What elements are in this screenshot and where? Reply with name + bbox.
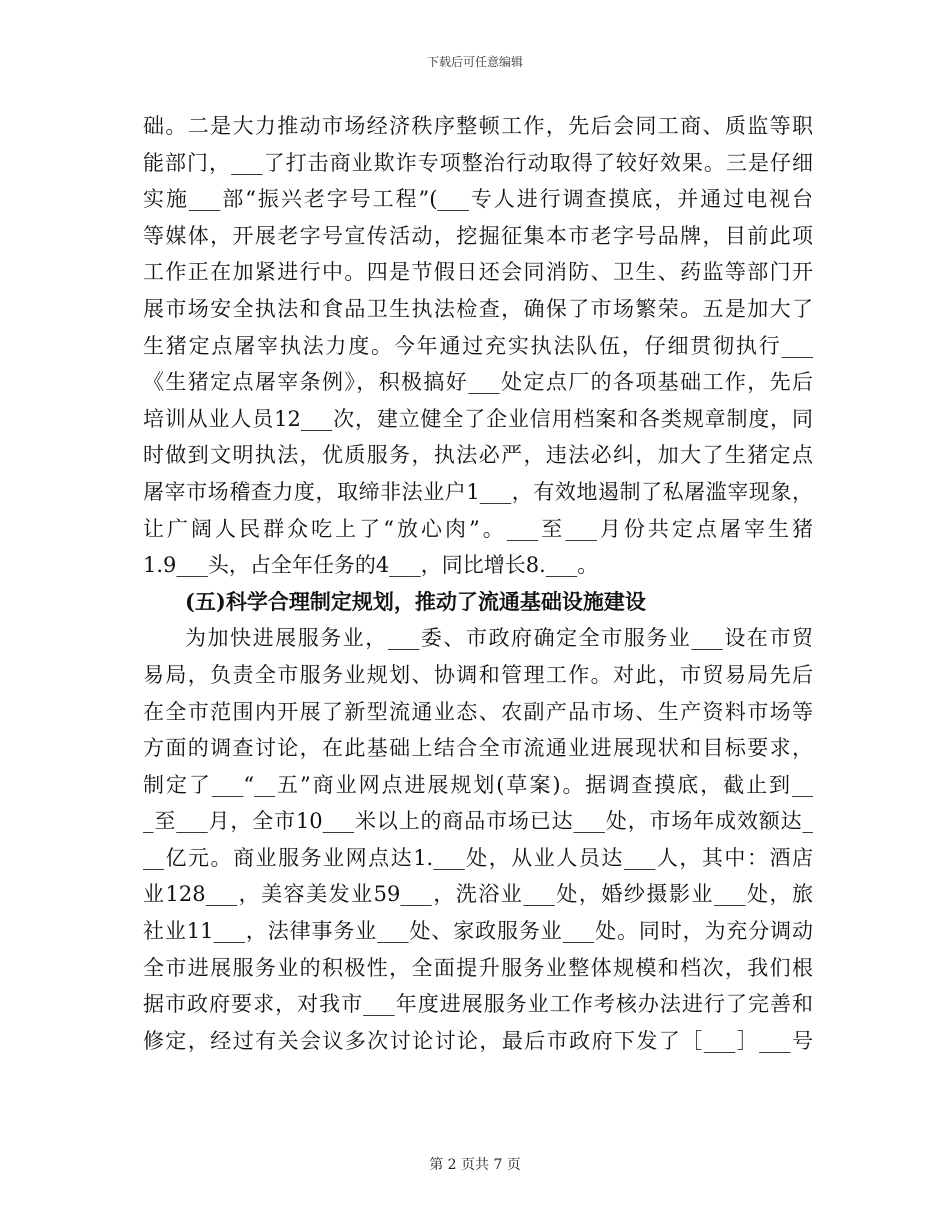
body-line: 工作正在加紧进行中。四是节假日还会同消防、卫生、药监等部门开	[143, 260, 813, 285]
body-line: 时做到文明执法，优质服务，执法必严，违法必纠，加大了生猪定点	[143, 443, 813, 468]
body-line: 生猪定点屠宰执法力度。今年通过充实执法队伍，仔细贯彻执行___	[143, 333, 813, 358]
body-line: __亿元。商业服务业网点达1.___处，从业人员达___人，其中：酒店	[143, 845, 813, 870]
body-line: 全市进展服务业的积极性，全面提升服务业整体规模和档次，我们根	[143, 955, 813, 980]
page-header: 下载后可任意编辑	[426, 55, 523, 69]
body-line: 让广阔人民群众吃上了“放心肉”。___至___月份共定点屠宰生猪	[143, 516, 813, 541]
body-line: 制定了___“__五”商业网点进展规划(草案)。据调查摸底，截止到__	[143, 772, 813, 797]
body-line-last-of-paragraph: 1.9___头，占全年任务的4___，同比增长8.___。	[143, 553, 599, 578]
body-line: 能部门，___了打击商业欺诈专项整治行动取得了较好效果。三是仔细	[143, 150, 813, 175]
body-line: 等媒体，开展老字号宣传活动，挖掘征集本市老字号品牌，目前此项	[143, 223, 813, 248]
body-line: 易局，负责全市服务业规划、协调和管理工作。对此，市贸易局先后	[143, 662, 813, 687]
body-line: 修定，经过有关会议多次讨论讨论，最后市政府下发了［___］___号	[143, 1028, 813, 1053]
body-line: 业128___，美容美发业59___，洗浴业___处，婚纱摄影业___处，旅	[143, 882, 813, 907]
page-footer: 第 2 页共 7 页	[429, 1157, 521, 1173]
paragraph-first-line: 为加快进展服务业，___委、市政府确定全市服务业___设在市贸	[185, 626, 813, 651]
body-line: 础。二是大力推动市场经济秩序整顿工作，先后会同工商、质监等职	[143, 114, 813, 138]
body-line: 方面的调查讨论，在此基础上结合全市流通业进展现状和目标要求，	[143, 736, 813, 761]
body-line: 培训从业人员12___次，建立健全了企业信用档案和各类规章制度，同	[143, 406, 813, 431]
body-line: 据市政府要求，对我市___年度进展服务业工作考核办法进行了完善和	[143, 992, 813, 1017]
body-line: 《生猪定点屠宰条例》，积极搞好___处定点厂的各项基础工作，先后	[143, 370, 813, 395]
body-line: 社业11___，法律事务业___处、家政服务业___处。同时，为充分调动	[143, 919, 813, 944]
document-body	[143, 108, 813, 1059]
body-line: _至___月，全市10___米以上的商品市场已达___处，市场年成效额达_	[143, 809, 813, 834]
body-line: 实施___部“振兴老字号工程”(___专人进行调查摸底，并通过电视台	[143, 187, 813, 212]
body-line: 展市场安全执法和食品卫生执法检查，确保了市场繁荣。五是加大了	[143, 296, 813, 321]
body-line: 在全市范围内开展了新型流通业态、农副产品市场、生产资料市场等	[143, 699, 813, 724]
body-line: 屠宰市场稽查力度，取缔非法业户1___，有效地遏制了私屠滥宰现象，	[143, 479, 813, 504]
section-heading: (五)科学合理制定规划，推动了流通基础设施建设	[185, 588, 646, 614]
